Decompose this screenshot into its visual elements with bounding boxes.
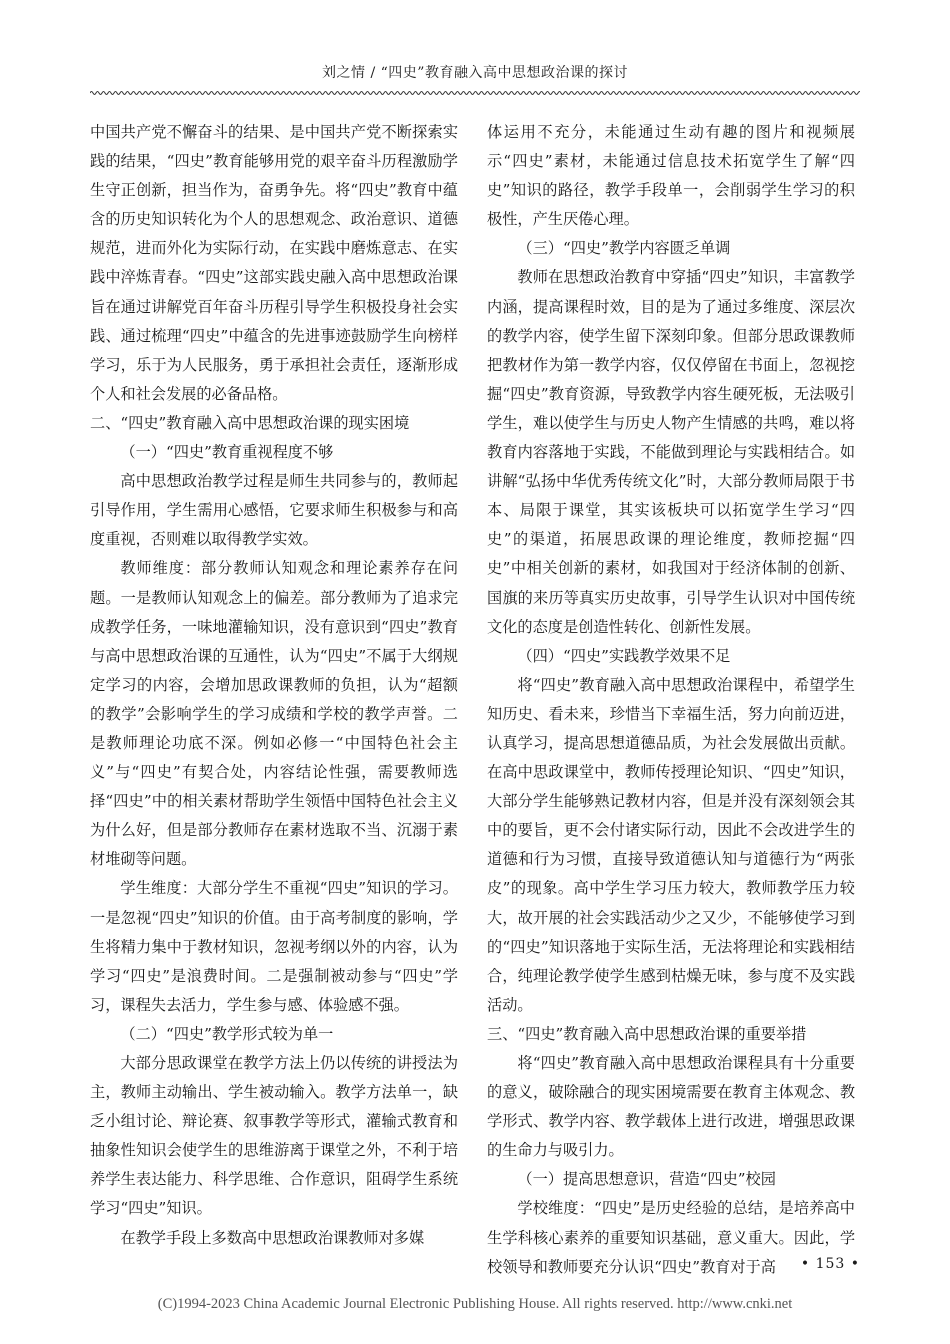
body-paragraph: 教师维度：部分教师认知观念和理论素养存在问题。一是教师认知观念上的偏差。部分教师为了追求完成教学任务，一味地灌输知识，没有意识到“四史”教育与高中思想政治课的互通性，认为“四史”不属于大纲规定学习的内容，会增加思政课教师的负担，认为“超额的教学”会影响学生的学习成绩和学校的教学声誉。二是教师理论功底不深。例如必修一“中国特色社会主义”与“四史”有契合处，内容结论性强，需要教师选择“四史”中的相关素材帮助学生领悟中国特色社会主义为什么好，但是部分教师存在素材选取不当、沉溺于素材堆砌等问题。 [90,559,458,869]
body-paragraph: 学校维度：“四史”是历史经验的总结，是培养高中生学科核心素养的重要知识基础，意义重大。因此，学校领导和教师要充分认识“四史”教育对于高 [487,1199,855,1276]
body-paragraph: 大部分思政课堂在教学方法上仍以传统的讲授法为主，教师主动输出、学生被动输入。教学方法单一，缺乏小组讨论、辩论赛、叙事教学等形式，灌输式教育和抽象性知识会使学生的思维游离于课堂之外，不利于培养学生表达能力、科学思维、合作意识，阻碍学生系统学习“四史”知识。 [90,1054,458,1218]
subsection-heading-2-3: （三）“四史”教学内容匮乏单调 [517,239,731,258]
body-paragraph: 高中思想政治教学过程是师生共同参与的，教师起引导作用，学生需用心感悟，它要求师生积极参与和高度重视，否则难以取得教学实效。 [90,472,458,549]
body-paragraph: 学生维度：大部分学生不重视“四史”知识的学习。一是忽视“四史”知识的价值。由于高考制度的影响，学生将精力集中于教材知识，忽视考纲以外的内容，认为学习“四史”是浪费时间。二是强制被动参与“四史”学习，课程失去活力，学生参与感、体验感不强。 [90,879,458,1014]
running-header: 刘之情 / “四史”教育融入高中思想政治课的探讨 [322,65,628,81]
body-paragraph: 在教学手段上多数高中思想政治课教师对多媒 [120,1228,425,1247]
header-wavy-rule [90,90,860,96]
subsection-heading-2-4: （四）“四史”实践教学效果不足 [517,646,731,665]
subsection-heading-2-2: （二）“四史”教学形式较为单一 [120,1024,334,1043]
right-column [487,118,855,1282]
subsection-heading-2-1: （一）“四史”教育重视程度不够 [120,443,334,462]
body-paragraph: 将“四史”教育融入高中思想政治课程具有十分重要的意义，破除融合的现实困境需要在教育主体观念、教学形式、教学内容、教学载体上进行改进，增强思政课的生命力与吸引力。 [487,1054,855,1160]
section-heading-3: 三、“四史”教育融入高中思想政治课的重要举措 [487,1024,807,1043]
body-paragraph: 教师在思想政治教育中穿插“四史”知识，丰富教学内涵，提高课程时效，目的是为了通过多维度、深层次的教学内容，使学生留下深刻印象。但部分思政课教师把教材作为第一教学内容，仅仅停留在书面上，忽视挖掘“四史”教育资源，导致教学内容生硬死板，无法吸引学生，难以使学生与历史人物产生情感的共鸣，难以将教育内容落地于实践，不能做到理论与实践相结合。如讲解“弘扬中华优秀传统文化”时，大部分教师局限于书本、局限于课堂，其实该板块可以拓宽学生学习“四史”的渠道，拓展思政课的理论维度，教师挖掘“四史”中相关创新的素材，如我国对于经济体制的创新、国旗的来历等真实历史故事，引导学生认识对中国传统文化的态度是创造性转化、创新性发展。 [487,268,855,636]
left-column [90,118,458,1253]
right-paragraph-continuation: 体运用不充分，未能通过生动有趣的图片和视频展示“四史”素材，未能通过信息技术拓宽学生了解“四史”知识的路径，教学手段单一，会削弱学生学习的积极性，产生厌倦心理。 [487,123,855,229]
subsection-heading-3-1: （一）提高思想意识，营造“四史”校园 [517,1170,776,1189]
left-paragraph-continuation: 中国共产党不懈奋斗的结果、是中国共产党不断探索实践的结果，“四史”教育能够用党的艰辛奋斗历程激励学生守正创新，担当作为，奋勇争先。将“四史”教育中蕴含的历史知识转化为个人的思想观念、政治意识、道德规范，进而外化为实际行动，在实践中磨炼意志、在实践中淬炼青春。“四史”这部实践史融入高中思想政治课旨在通过讲解党百年奋斗历程引导学生积极投身社会实践、通过梳理“四史”中蕴含的先进事迹鼓励学生向榜样学习，乐于为人民服务，勇于承担社会责任，逐渐形成个人和社会发展的必备品格。 [90,123,458,403]
section-heading-2: 二、“四史”教育融入高中思想政治课的现实困境 [90,413,410,432]
body-paragraph: 将“四史”教育融入高中思想政治课程中，希望学生知历史、看未来，珍惜当下幸福生活，努力向前迈进，认真学习，提高思想道德品质，为社会发展做出贡献。在高中思政课堂中，教师传授理论知识、“四史”知识，大部分学生能够熟记教材内容，但是并没有深刻领会其中的要旨，更不会付诸实际行动，因此不会改进学生的道德和行为习惯，直接导致道德认知与道德行为“两张皮”的现象。高中学生学习压力较大，教师教学压力较大，故开展的社会实践活动少之又少，不能够使学习到的“四史”知识落地于实际生活，无法将理论和实践相结合，纯理论教学使学生感到枯燥无味，参与度不及实践活动。 [487,675,855,1014]
copyright-footer: (C)1994-2023 China Academic Journal Electronic Publishing House. All rights reserved. http://www.cnki.net [157,1296,793,1312]
page-number: • 153 • [800,1256,860,1272]
